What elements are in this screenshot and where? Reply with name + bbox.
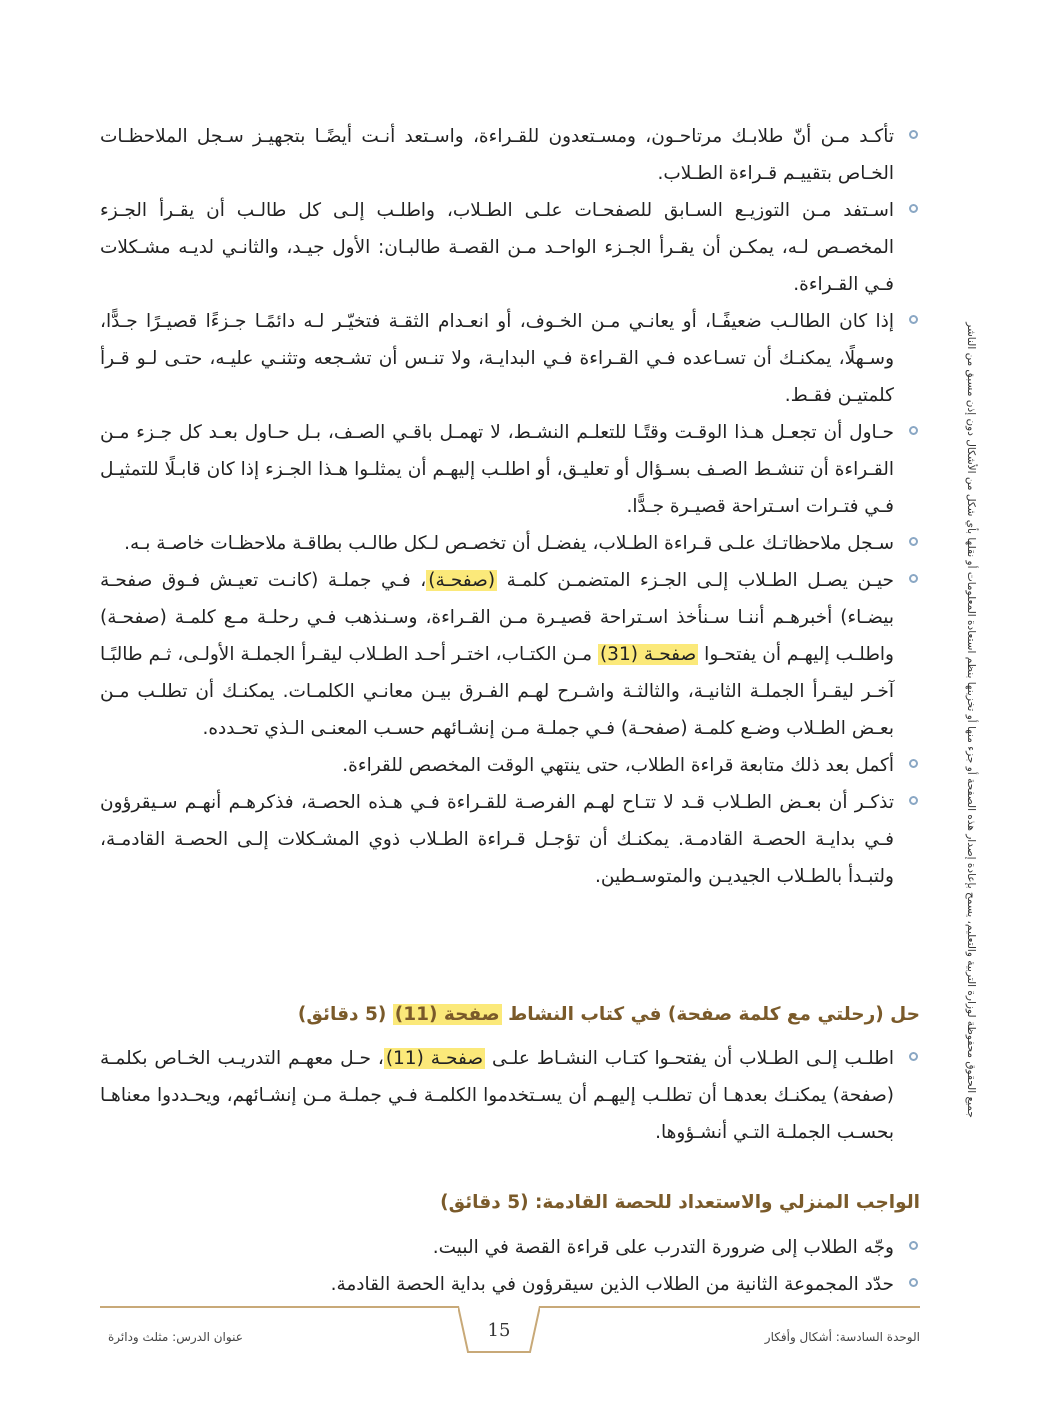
list-item-highlighted: حيـن يصـل الطـلاب إلـى الجـزء المتضمـن كلمـة (صفحـة)، فـي جملـة (كانـت تعيـش فـوق صفحـة بيضـاء) أخبرهـم أننـا سـنأخذ اسـتراحة قصيـرة مـن القـراءة، وسـنذهب فـي رحلـة مـع كلمـة (صفحـة) واطلـب إليهـم أن يفتحـوا صفحـة (31) مـن الكتـاب، اختـر أحـد الطـلاب ليقـرأ الجملـة الأولـى، ثـم طالبًـا آخـر ليقـرأ الجملـة الثانيـة، والثالثـة واشـرح لهـم الفـرق بيـن معانـي الكلمـات. يمكنـك أن تطلـب مـن بعـض الطـلاب وضـع كلمـة (صفحـة) فـي جملـة مـن إنشـائهم حسـب المعنـى الـذي تحـدده. <box>100 562 920 747</box>
bullet-ring-icon <box>909 796 918 805</box>
footer-unit-title: الوحدة السادسة: أشكال وأفكار <box>764 1330 920 1344</box>
footer-lesson-title: عنوان الدرس: مثلث ودائرة <box>108 1330 243 1344</box>
copyright-side-text: جميع الحقوق محفوظة لوزارة التربية والتعليم، يسمح بإعادة إصدار هذه الصفحة أو جزء منها أو تخزينها بنظم استعادة المعلومات أو نقلها بأي شكل من الأشكال دون إذن مسبق من الناشر <box>965 322 977 1118</box>
section-heading-activity: حل (رحلتي مع كلمة صفحة) في كتاب النشاط صفحة (11) (5 دقائق) <box>297 1004 920 1025</box>
list-item: تذكـر أن بعـض الطـلاب قـد لا تتـاح لهـم الفرصـة للقـراءة فـي هـذه الحصـة، فذكرهـم أنهـم سـيقرؤون فـي بدايـة الحصـة القادمـة. يمكنـك أن تؤجـل قـراءة الطـلاب ذوي المشـكلات إلـى الحصـة القادمـة، ولتبـدأ بالطـلاب الجيديـن والمتوسـطين. <box>100 784 920 895</box>
page-number: 15 <box>487 1320 511 1341</box>
bullet-ring-icon <box>909 759 918 768</box>
bullet-ring-icon <box>909 204 918 213</box>
main-content <box>100 118 920 895</box>
highlighted-term: (صفحـة) <box>428 570 496 591</box>
list-item: اطلـب إلـى الطـلاب أن يفتحـوا كتـاب النشـاط علـى صفحـة (11)، حـل معهـم التدريـب الخـاص بكلمـة (صفحة) يمكنـك بعدهـا أن تطلـب إليهـم أن يسـتخدموا الكلمـة فـي جملـة مـن إنشـائهم، ويحـددوا معناهـا بحسـب الجملـة التـي أنشـؤوها. <box>100 1040 920 1151</box>
bullet-ring-icon <box>909 315 918 324</box>
highlighted-page-ref: صفحـة (11) <box>385 1048 484 1069</box>
section-heading-homework: الواجب المنزلي والاستعداد للحصة القادمة: (5 دقائق) <box>440 1192 920 1213</box>
list-item: إذا كان الطالـب ضعيفًـا، أو يعانـي مـن الخـوف، أو انعـدام الثقـة فتخيّـر لـه دائمًـا جـزءًا قصيـرًا جـدًّا، وسـهلًا، يمكنـك أن تسـاعده فـي القـراءة فـي البدايـة، ولا تنـس أن تشـجعه وتثنـي عليـه، حتـى لـو قـرأ كلمتيـن فقـط. <box>100 303 920 414</box>
highlighted-page-ref: صفحة (11) <box>394 1004 500 1025</box>
highlighted-page-ref: صفحـة (31) <box>599 644 697 665</box>
bullet-ring-icon <box>909 130 918 139</box>
list-item: أكمل بعد ذلك متابعة قراءة الطلاب، حتى ينتهي الوقت المخصص للقراءة. <box>100 747 920 784</box>
bullet-ring-icon <box>909 1052 918 1061</box>
activity-section <box>100 1040 920 1151</box>
bullet-ring-icon <box>909 426 918 435</box>
list-item: حدّد المجموعة الثانية من الطلاب الذين سيقرؤون في بداية الحصة القادمة. <box>100 1266 920 1303</box>
homework-section <box>100 1229 920 1303</box>
bullet-ring-icon <box>909 1241 918 1250</box>
list-item: اسـتفد مـن التوزيـع السـابق للصفحـات علـى الطـلاب، واطلـب إلـى كل طالـب أن يقـرأ الجـزء المخصـص لـه، يمكـن أن يقـرأ الجـزء الواحـد مـن القصـة طالبـان: الأول جيـد، والثانـي لديـه مشـكلات فـي القـراءة. <box>100 192 920 303</box>
bullet-list <box>100 118 920 895</box>
list-item: وجّه الطلاب إلى ضرورة التدرب على قراءة القصة في البيت. <box>100 1229 920 1266</box>
bullet-ring-icon <box>909 537 918 546</box>
list-item: تأكـد مـن أنّ طلابـك مرتاحـون، ومسـتعدون للقـراءة، واسـتعد أنـت أيضًـا بتجهيـز سـجل الملاحظـات الخـاص بتقييـم قـراءة الطـلاب. <box>100 118 920 192</box>
list-item: سـجل ملاحظاتـك علـى قـراءة الطـلاب، يفضـل أن تخصـص لـكل طالـب بطاقـة ملاحظـات خاصـة بـه. <box>100 525 920 562</box>
bullet-ring-icon <box>909 1278 918 1287</box>
list-item: حـاول أن تجعـل هـذا الوقـت وقتًـا للتعلـم النشـط، لا تهمـل باقـي الصـف، بـل حـاول بعـد كل جـزء مـن القـراءة أن تنشـط الصـف بسـؤال أو تعليـق، أو اطلـب إليهـم أن يمثلـوا هـذا الجـزء إذا كان قابـلًا للتمثيـل فـي فتـرات اسـتراحة قصيـرة جـدًّا. <box>100 414 920 525</box>
page-number-tab <box>458 1306 540 1358</box>
bullet-ring-icon <box>909 574 918 583</box>
